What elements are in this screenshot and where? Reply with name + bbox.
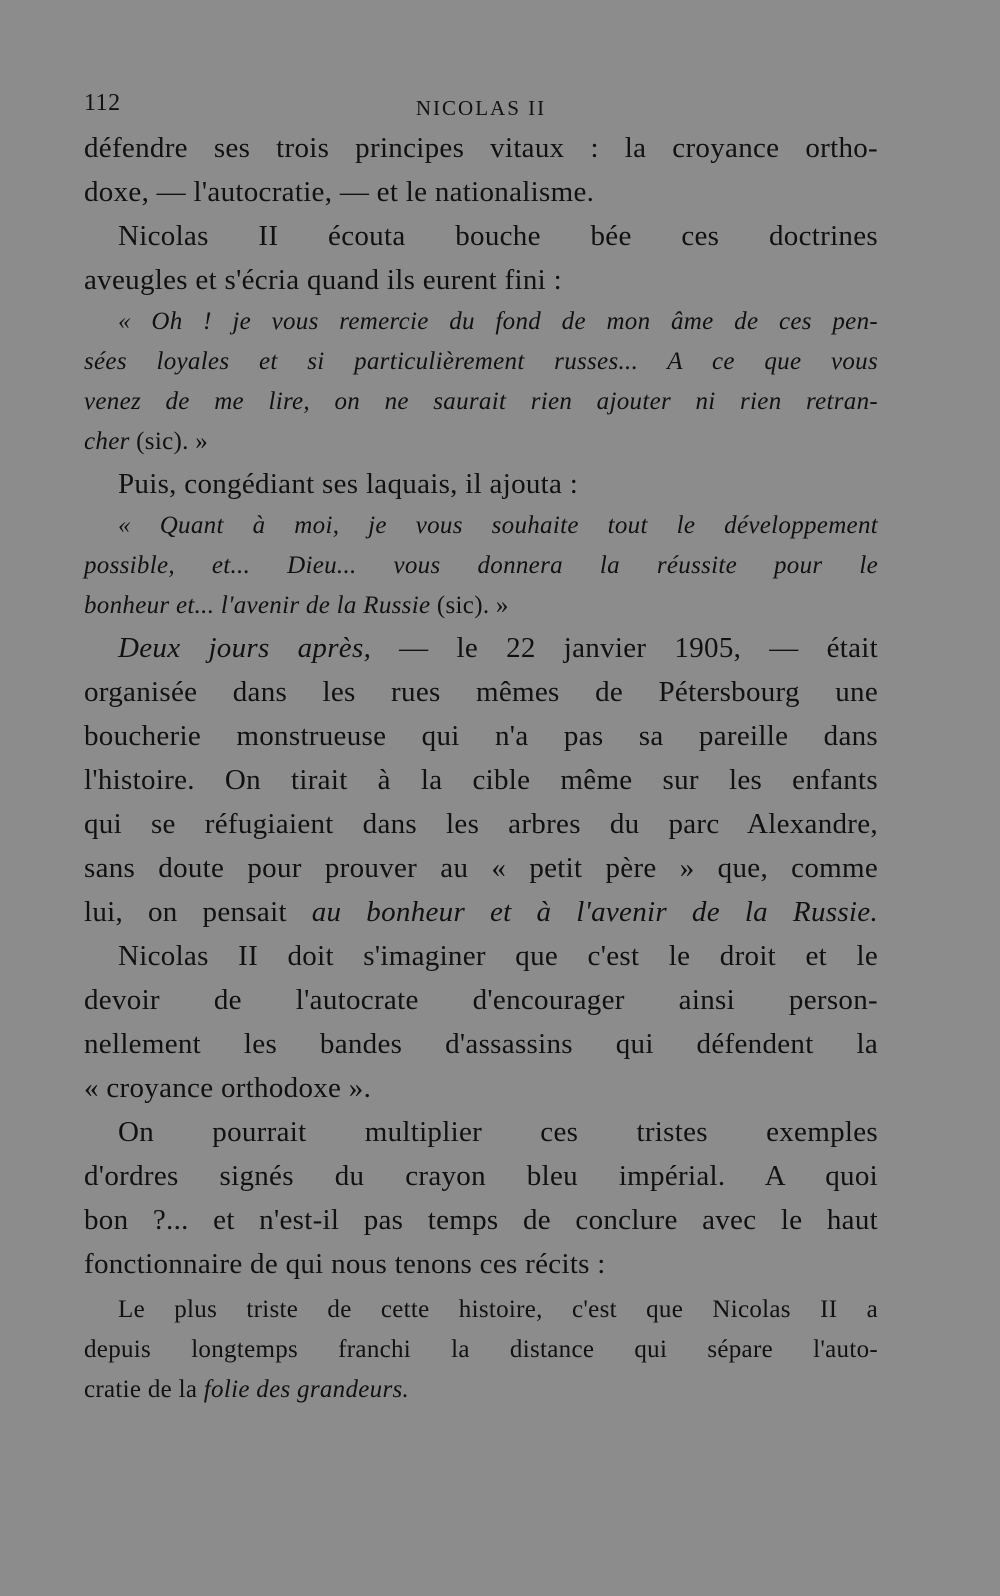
- quote-2: [84, 506, 878, 626]
- italic-phrase: au bonheur et à l'avenir de la Russie.: [311, 896, 878, 928]
- closing-quote: [84, 1290, 878, 1410]
- text-line: fonctionnaire de qui nous tenons ces récits :: [84, 1248, 606, 1280]
- text-line: « Oh ! je vous remercie du fond de mon âme de ces pen-: [118, 308, 878, 335]
- text-line: On pourrait multiplier ces tristes exemples: [118, 1116, 878, 1148]
- text-line: d'ordres signés du crayon bleu impérial. A quoi: [84, 1160, 878, 1192]
- text-line: venez de me lire, on ne saurait rien ajouter ni rien retran-: [84, 388, 878, 415]
- text-line: Puis, congédiant ses laquais, il ajouta :: [118, 468, 579, 500]
- text-line: boucherie monstrueuse qui n'a pas sa pareille dans: [84, 720, 878, 752]
- paragraph-4: [84, 626, 878, 934]
- text-line: Nicolas II écouta bouche bée ces doctrines: [118, 220, 878, 252]
- text-line: sées loyales et si particulièrement russes... A ce que vous: [84, 348, 878, 375]
- italic-phrase: bonheur et... l'avenir de la Russie: [84, 592, 431, 619]
- text-line: « croyance orthodoxe ».: [84, 1072, 372, 1104]
- sic-note: (sic). »: [430, 592, 509, 619]
- text-span: — le 22 janvier 1905, — était: [371, 632, 879, 664]
- text-line: devoir de l'autocrate d'encourager ainsi person-: [84, 984, 878, 1016]
- text-line: nellement les bandes d'assassins qui défendent la: [84, 1028, 878, 1060]
- sic-note: (sic). »: [129, 428, 208, 455]
- text-line: qui se réfugiaient dans les arbres du parc Alexandre,: [84, 808, 878, 840]
- text-line: doxe, — l'autocratie, — et le nationalisme.: [84, 176, 595, 208]
- text-line: Le plus triste de cette histoire, c'est que Nicolas II a: [118, 1296, 878, 1323]
- text-line: défendre ses trois principes vitaux : la croyance ortho-: [84, 132, 878, 164]
- paragraph-5: [84, 934, 878, 1110]
- text-line: [84, 586, 878, 626]
- text-line: sans doute pour prouver au « petit père » que, comme: [84, 852, 878, 884]
- text-span: cratie de la: [84, 1376, 204, 1403]
- running-head: NICOLAS II: [415, 96, 547, 120]
- text-line: depuis longtemps franchi la distance qui sépare l'auto-: [84, 1336, 878, 1363]
- quote-1: [84, 302, 878, 462]
- text-line: [84, 1370, 878, 1410]
- text-line: « Quant à moi, je vous souhaite tout le développement: [118, 512, 878, 539]
- text-line: [84, 890, 878, 934]
- text-line: [84, 422, 878, 462]
- text-span: lui, on pensait: [84, 896, 312, 928]
- text-line: organisée dans les rues mêmes de Pétersbourg une: [84, 676, 878, 708]
- book-page: [84, 88, 878, 1410]
- page-header: [84, 88, 878, 126]
- page-number: 112: [84, 90, 121, 116]
- paragraph-6: [84, 1110, 878, 1286]
- text-line: possible, et... Dieu... vous donnera la réussite pour le: [84, 552, 878, 579]
- italic-word: cher: [84, 428, 130, 455]
- paragraph-1: [84, 126, 878, 214]
- paragraph-2: [84, 214, 878, 302]
- italic-phrase: Deux jours après,: [118, 632, 372, 664]
- text-line: bon ?... et n'est-il pas temps de conclure avec le haut: [84, 1204, 878, 1236]
- text-line: l'histoire. On tirait à la cible même sur les enfants: [84, 764, 878, 796]
- italic-phrase: folie des grandeurs.: [203, 1376, 410, 1403]
- text-line: [84, 626, 878, 670]
- text-line: Nicolas II doit s'imaginer que c'est le droit et le: [118, 940, 878, 972]
- text-line: aveugles et s'écria quand ils eurent fini :: [84, 264, 562, 296]
- paragraph-3: [84, 462, 878, 506]
